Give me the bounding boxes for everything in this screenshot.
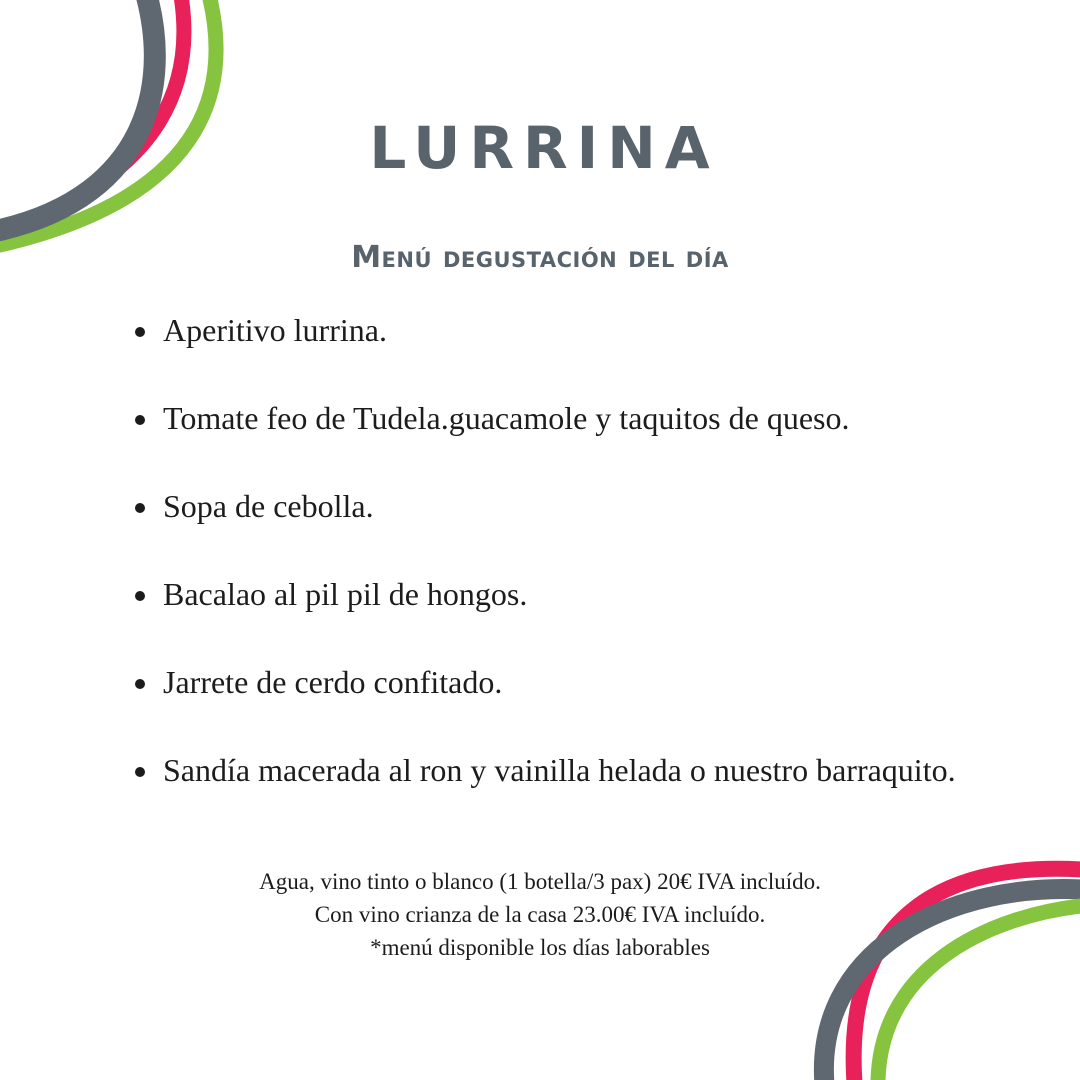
menu-item: Jarrete de cerdo confitado.	[163, 660, 971, 705]
menu-item: Tomate feo de Tudela.guacamole y taquitos de queso.	[163, 396, 971, 441]
menu-item: Sandía macerada al ron y vainilla helada o nuestro barraquito.	[163, 748, 971, 793]
menu-footer	[0, 865, 1080, 964]
menu-title: Menú degustación del día	[351, 240, 729, 275]
menu-item: Aperitivo lurrina.	[163, 308, 971, 353]
crianza-price-note: Con vino crianza de la casa 23.00€ IVA incluído.	[314, 902, 766, 927]
menu-item: Sopa de cebolla.	[163, 484, 971, 529]
brand-title: LURRINA	[369, 114, 719, 182]
menu-item: Bacalao al pil pil de hongos.	[163, 572, 971, 617]
availability-note: *menú disponible los días laborables	[370, 935, 710, 960]
menu-list	[163, 308, 971, 836]
drinks-price-note: Agua, vino tinto o blanco (1 botella/3 pax) 20€ IVA incluído.	[259, 869, 821, 894]
